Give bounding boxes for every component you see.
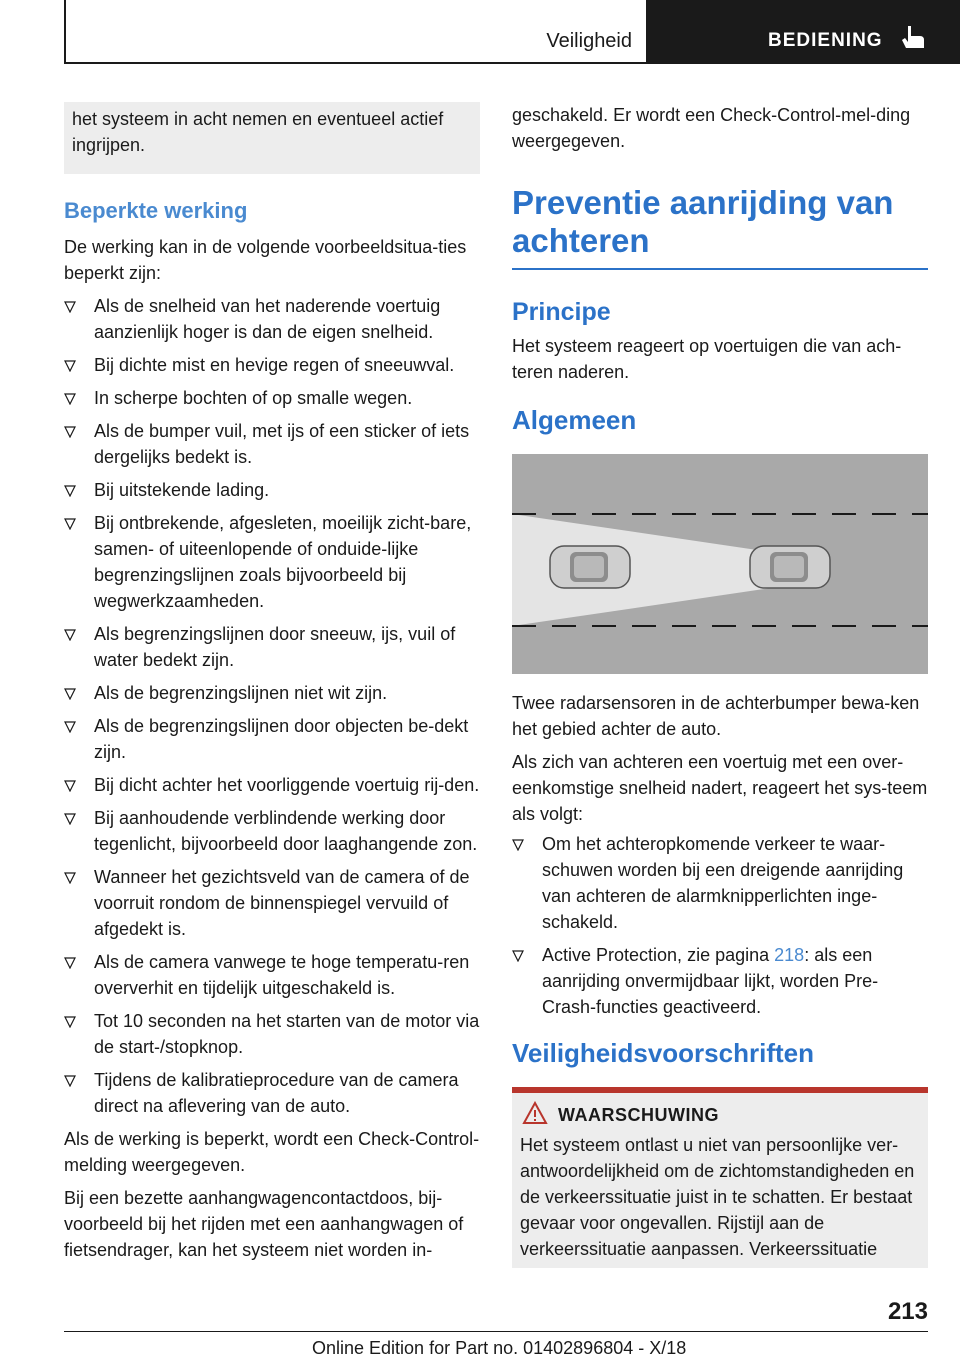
header-section-box: [64, 0, 648, 64]
triangle-bullet-icon: [64, 426, 76, 438]
list-item-text-pre: Active Protection, zie pagina: [542, 945, 775, 965]
list-item-text: Bij ontbrekende, afgesleten, moeilijk zicht-bare, samen- of uiteenlopende of onduide-lijke begrenzingslijnen zoals bijvoorbeeld bij wegwerkzaamheden.: [94, 513, 472, 611]
list-item: [64, 418, 480, 470]
footer-rule: [64, 1331, 928, 1332]
page-link-218[interactable]: 218: [774, 945, 805, 965]
triangle-bullet-icon: [64, 721, 76, 733]
section-title: Veiligheid: [546, 30, 632, 52]
list-item: [512, 831, 928, 935]
warning-title: WAARSCHUWING: [558, 1105, 719, 1125]
triangle-bullet-icon: [64, 629, 76, 641]
page-title: Preventie aanrijding van achteren: [512, 184, 894, 259]
list-item: [64, 352, 480, 378]
heading-algemeen: Algemeen: [512, 405, 637, 435]
list-item: [64, 805, 480, 857]
list-item-text: Als de bumper vuil, met ijs of een sticker of iets dergelijks bedekt is.: [94, 421, 470, 467]
left-para-1: Als de werking is beperkt, wordt een Check-Control-melding weergegeven.: [64, 1129, 480, 1175]
triangle-bullet-icon: [64, 872, 76, 884]
list-item-text: Bij dicht achter het voorliggende voertuig rij-den.: [94, 775, 480, 795]
triangle-bullet-icon: [64, 1075, 76, 1087]
right-para-2: Als zich van achteren een voertuig met een over-eenkomstige snelheid nadert, reageert het sys-teem als volgt:: [512, 752, 928, 824]
list-item: [64, 1008, 480, 1060]
left-column: [64, 234, 480, 1270]
triangle-bullet-icon: [64, 1016, 76, 1028]
right-column: [512, 102, 928, 1268]
list-item: [64, 477, 480, 503]
list-item-text: Bij aanhoudende verblindende werking door tegenlicht, bijvoorbeeld door laaghangende zon.: [94, 808, 478, 854]
rear-collision-illustration: [512, 454, 928, 674]
warning-text: Het systeem ontlast u niet van persoonlijke ver-antwoordelijkheid om de zichtomstandigheden en de verkeerssituatie juist in te schatten. Er bestaat gevaar voor ongevallen. Rijstijl aan de verkeerssituatie aanpassen. Verkeerssituatie: [520, 1135, 915, 1259]
list-item: [64, 510, 480, 614]
list-item: [64, 680, 480, 706]
triangle-bullet-icon: [64, 360, 76, 372]
list-item-text: Bij uitstekende lading.: [94, 480, 270, 500]
triangle-bullet-icon: [512, 839, 524, 851]
triangle-bullet-icon: [64, 518, 76, 530]
list-item-text: Als de camera vanwege te hoge temperatu-ren oververhit en tijdelijk uitgeschakeld is.: [94, 952, 470, 998]
footer-edition: Online Edition for Part no. 01402896804 - X/18: [312, 1338, 687, 1358]
triangle-bullet-icon: [64, 301, 76, 313]
list-item-text: Als de snelheid van het naderende voertuig aanzienlijk hoger is dan de eigen snelheid.: [94, 296, 441, 342]
triangle-bullet-icon: [64, 485, 76, 497]
left-para-2: Bij een bezette aanhangwagencontactdoos, bij-voorbeeld bij het rijden met een aanhangwagen of fietsendrager, kan het systeem niet worden in-: [64, 1188, 464, 1260]
list-item-text: Wanneer het gezichtsveld van de camera of de voorruit rondom de binnenspiegel vervuild of afgedekt is.: [94, 867, 470, 939]
warning-triangle-icon: [522, 1101, 548, 1125]
list-item-text-post: : als een aanrijding onvermijdbaar lijkt, worden Pre-Crash-functies geactiveerd.: [542, 945, 879, 1017]
list-item: [64, 949, 480, 1001]
intro-text: het systeem in acht nemen en eventueel actief ingrijpen.: [72, 109, 444, 155]
triangle-bullet-icon: [64, 957, 76, 969]
following-car-icon: [550, 546, 630, 588]
list-item-text: Als de begrenzingslijnen niet wit zijn.: [94, 683, 388, 703]
list-item: [64, 864, 480, 942]
list-item-text: Bij dichte mist en hevige regen of sneeuwval.: [94, 355, 455, 375]
warning-box: [512, 1093, 928, 1268]
page-number: 213: [887, 1298, 928, 1325]
right-para-1: Twee radarsensoren in de achterbumper bewa-ken het gebied achter de auto.: [512, 693, 920, 739]
list-item: [64, 385, 480, 411]
list-item: [512, 942, 928, 1020]
triangle-bullet-icon: [64, 688, 76, 700]
list-item: [64, 293, 480, 345]
list-item-text: Om het achteropkomende verkeer te waar-schuwen worden bij een dreigende aanrijding van achteren de alarmknipperlichten inge-schakeld.: [542, 834, 904, 932]
principe-text: Het systeem reageert op voertuigen die van ach-teren naderen.: [512, 336, 902, 382]
list-item-text: Tijdens de kalibratieprocedure van de camera direct na aflevering van de auto.: [94, 1070, 459, 1116]
title-rule: [512, 268, 928, 270]
list-item: [64, 621, 480, 673]
heading-principe: Principe: [512, 298, 611, 326]
reaction-list: [512, 831, 928, 1020]
list-item-text: Als de begrenzingslijnen door objecten be-dekt zijn.: [94, 716, 469, 762]
list-item-text: In scherpe bochten of op smalle wegen.: [94, 388, 413, 408]
road-cars-diagram: [512, 454, 928, 674]
heading-beperkte-werking: Beperkte werking: [64, 198, 248, 223]
limitations-list: [64, 293, 480, 1119]
pointing-hand-icon: [898, 22, 928, 52]
lead-text: De werking kan in de volgende voorbeeldsitua-ties beperkt zijn:: [64, 237, 467, 283]
chapter-title: BEDIENING: [768, 30, 883, 51]
header-chapter-box: [648, 0, 960, 64]
intro-box: [64, 102, 480, 174]
continued-text: geschakeld. Er wordt een Check-Control-mel-ding weergegeven.: [512, 105, 911, 151]
list-item: [64, 1067, 480, 1119]
list-item-text: Als begrenzingslijnen door sneeuw, ijs, vuil of water bedekt zijn.: [94, 624, 456, 670]
triangle-bullet-icon: [64, 393, 76, 405]
triangle-bullet-icon: [64, 780, 76, 792]
list-item: [64, 713, 480, 765]
triangle-bullet-icon: [512, 950, 524, 962]
triangle-bullet-icon: [64, 813, 76, 825]
heading-veiligheidsvoorschriften: Veiligheidsvoorschriften: [512, 1038, 814, 1068]
warning-heading: [558, 1105, 920, 1126]
list-item: [64, 772, 480, 798]
own-car-icon: [750, 546, 830, 588]
list-item-text: Tot 10 seconden na het starten van de motor via de start-/stopknop.: [94, 1011, 480, 1057]
